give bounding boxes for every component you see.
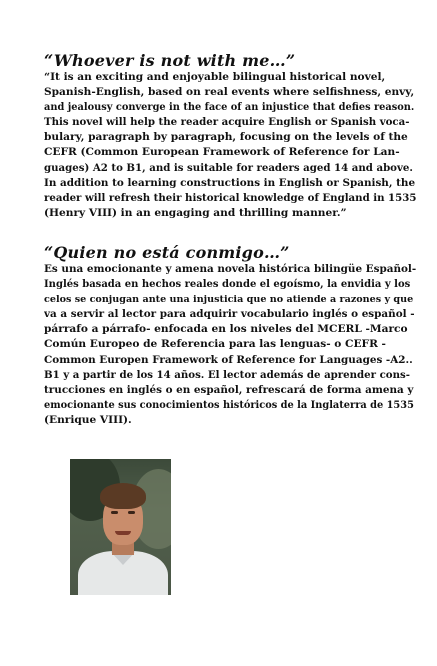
spanish-title: “Quien no está conmigo…” — [44, 243, 290, 262]
spanish-line: (Enrique VIII). — [44, 413, 132, 426]
author-photo — [70, 459, 171, 595]
english-line: In addition to learning constructions in English or Spanish, the — [44, 176, 416, 189]
spanish-line: Es una emocionante y amena novela histórica bilingüe Español- — [44, 263, 416, 275]
english-line: bulary, paragraph by paragraph, focusing on the levels of the — [44, 131, 408, 144]
spanish-line: va a servir al lector para adquirir vocabulario inglés o español - — [44, 308, 415, 321]
spanish-line: Común Europeo de Referencia para las lenguas- o CEFR - — [44, 338, 386, 351]
spanish-section — [44, 244, 416, 428]
english-line: (Henry VIII) in an engaging and thrilling manner.” — [44, 206, 347, 219]
english-line: “It is an exciting and enjoyable bilingual historical novel, — [44, 71, 386, 83]
english-line: reader will refresh their historical knowledge of England in 1535 — [44, 191, 416, 204]
spanish-line: Common Europen Framework of Reference for Languages -A2.. — [44, 353, 413, 366]
english-title: “Whoever is not with me…” — [44, 51, 296, 70]
spanish-line: trucciones en inglés o en español, refrescará de forma amena y — [44, 383, 414, 396]
english-section — [44, 52, 416, 221]
english-line: This novel will help the reader acquire English or Spanish voca- — [44, 116, 410, 129]
spanish-line: párrafo a párrafo- enfocada en los niveles del MCERL -Marco — [44, 323, 408, 336]
spanish-line: Inglés basada en hechos reales donde el egoísmo, la envidia y los — [44, 279, 411, 291]
spanish-line: emocionante sus conocimientos históricos de la Inglaterra de 1535 — [44, 399, 414, 411]
english-line: and jealousy converge in the face of an injustice that defies reason. — [44, 102, 415, 114]
english-line: Spanish-English, based on real events where selfishness, envy, — [44, 86, 415, 99]
english-line: guages) A2 to B1, and is suitable for readers aged 14 and above. — [44, 161, 413, 174]
english-line: CEFR (Common European Framework of Reference for Lan- — [44, 146, 400, 159]
spanish-line: B1 y a partir de los 14 años. El lector además de aprender cons- — [44, 368, 410, 381]
spanish-line: celos se conjugan ante una injusticia que no atiende a razones y que — [44, 294, 414, 306]
